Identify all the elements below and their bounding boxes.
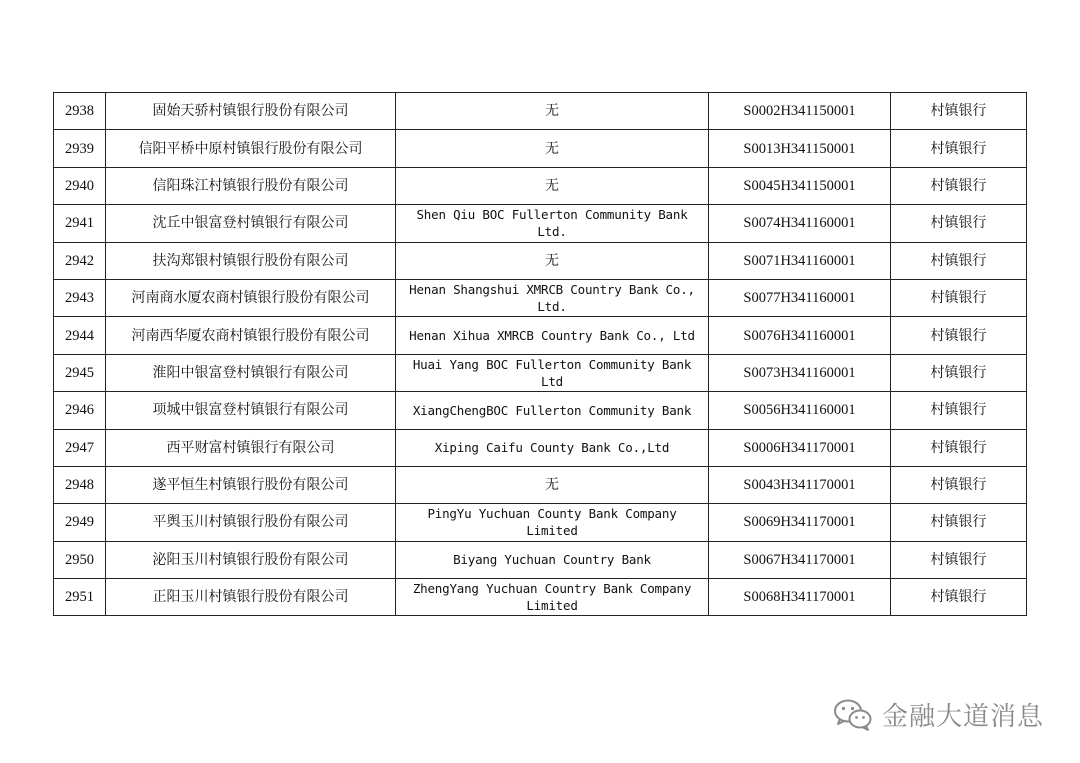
cell-number: 2942 [54, 242, 106, 279]
cell-bank-type: 村镇银行 [891, 541, 1027, 578]
table-row [54, 167, 1027, 204]
cell-bank-type: 村镇银行 [891, 579, 1027, 616]
table-row [54, 504, 1027, 541]
table-row [54, 205, 1027, 242]
cell-number: 2943 [54, 279, 106, 316]
cell-english-name: 无 [396, 130, 709, 167]
cell-number: 2940 [54, 167, 106, 204]
table-row [54, 579, 1027, 616]
cell-bank-name: 遂平恒生村镇银行股份有限公司 [106, 466, 396, 503]
cell-bank-type: 村镇银行 [891, 354, 1027, 391]
table-row [54, 93, 1027, 130]
cell-bank-name: 平舆玉川村镇银行股份有限公司 [106, 504, 396, 541]
cell-english-name: 无 [396, 167, 709, 204]
cell-bank-type: 村镇银行 [891, 317, 1027, 354]
cell-english-name: Biyang Yuchuan Country Bank [396, 541, 709, 578]
cell-institution-code: S0069H341170001 [709, 504, 891, 541]
cell-institution-code: S0002H341150001 [709, 93, 891, 130]
cell-bank-type: 村镇银行 [891, 279, 1027, 316]
cell-institution-code: S0006H341170001 [709, 429, 891, 466]
table-row [54, 392, 1027, 429]
cell-number: 2950 [54, 541, 106, 578]
watermark [832, 696, 1044, 733]
bank-table [53, 92, 1027, 616]
cell-bank-name: 泌阳玉川村镇银行股份有限公司 [106, 541, 396, 578]
cell-number: 2939 [54, 130, 106, 167]
table-row [54, 429, 1027, 466]
cell-english-name: 无 [396, 93, 709, 130]
cell-institution-code: S0067H341170001 [709, 541, 891, 578]
cell-bank-type: 村镇银行 [891, 93, 1027, 130]
cell-english-name: PingYu Yuchuan County Bank Company Limited [396, 504, 709, 541]
watermark-text: 金融大道消息 [882, 702, 1045, 732]
cell-bank-name: 信阳珠江村镇银行股份有限公司 [106, 167, 396, 204]
table-row [54, 242, 1027, 279]
cell-bank-name: 正阳玉川村镇银行股份有限公司 [106, 579, 396, 616]
cell-number: 2944 [54, 317, 106, 354]
table-row [54, 354, 1027, 391]
cell-english-name: Shen Qiu BOC Fullerton Community Bank Ltd. [396, 205, 709, 242]
cell-number: 2938 [54, 93, 106, 130]
cell-bank-type: 村镇银行 [891, 429, 1027, 466]
table-row [54, 279, 1027, 316]
cell-institution-code: S0077H341160001 [709, 279, 891, 316]
cell-english-name: Henan Xihua XMRCB Country Bank Co., Ltd [396, 317, 709, 354]
cell-bank-name: 扶沟郑银村镇银行股份有限公司 [106, 242, 396, 279]
cell-bank-type: 村镇银行 [891, 205, 1027, 242]
cell-english-name: Xiping Caifu County Bank Co.,Ltd [396, 429, 709, 466]
cell-number: 2941 [54, 205, 106, 242]
cell-bank-name: 西平财富村镇银行有限公司 [106, 429, 396, 466]
cell-number: 2947 [54, 429, 106, 466]
cell-number: 2945 [54, 354, 106, 391]
cell-bank-type: 村镇银行 [891, 242, 1027, 279]
table-row [54, 466, 1027, 503]
cell-number: 2946 [54, 392, 106, 429]
cell-bank-name: 淮阳中银富登村镇银行有限公司 [106, 354, 396, 391]
cell-institution-code: S0073H341160001 [709, 354, 891, 391]
cell-institution-code: S0068H341170001 [709, 579, 891, 616]
cell-institution-code: S0043H341170001 [709, 466, 891, 503]
cell-institution-code: S0074H341160001 [709, 205, 891, 242]
cell-english-name: 无 [396, 466, 709, 503]
cell-bank-type: 村镇银行 [891, 130, 1027, 167]
cell-bank-name: 河南西华厦农商村镇银行股份有限公司 [106, 317, 396, 354]
table-row [54, 541, 1027, 578]
cell-bank-type: 村镇银行 [891, 466, 1027, 503]
cell-institution-code: S0045H341150001 [709, 167, 891, 204]
cell-bank-type: 村镇银行 [891, 504, 1027, 541]
cell-bank-name: 项城中银富登村镇银行有限公司 [106, 392, 396, 429]
cell-bank-name: 固始天骄村镇银行股份有限公司 [106, 93, 396, 130]
table-row [54, 130, 1027, 167]
cell-bank-name: 信阳平桥中原村镇银行股份有限公司 [106, 130, 396, 167]
cell-english-name: Huai Yang BOC Fullerton Community Bank Ltd [396, 354, 709, 391]
wechat-icon [832, 697, 874, 733]
cell-number: 2949 [54, 504, 106, 541]
cell-institution-code: S0056H341160001 [709, 392, 891, 429]
cell-english-name: XiangChengBOC Fullerton Community Bank [396, 392, 709, 429]
cell-english-name: Henan Shangshui XMRCB Country Bank Co., Ltd. [396, 279, 709, 316]
cell-bank-type: 村镇银行 [891, 392, 1027, 429]
cell-institution-code: S0071H341160001 [709, 242, 891, 279]
cell-bank-name: 河南商水厦农商村镇银行股份有限公司 [106, 279, 396, 316]
cell-number: 2948 [54, 466, 106, 503]
table-body [54, 93, 1027, 616]
cell-number: 2951 [54, 579, 106, 616]
table-row [54, 317, 1027, 354]
cell-bank-name: 沈丘中银富登村镇银行有限公司 [106, 205, 396, 242]
cell-bank-type: 村镇银行 [891, 167, 1027, 204]
cell-institution-code: S0076H341160001 [709, 317, 891, 354]
cell-institution-code: S0013H341150001 [709, 130, 891, 167]
cell-english-name: ZhengYang Yuchuan Country Bank Company Limited [396, 579, 709, 616]
cell-english-name: 无 [396, 242, 709, 279]
